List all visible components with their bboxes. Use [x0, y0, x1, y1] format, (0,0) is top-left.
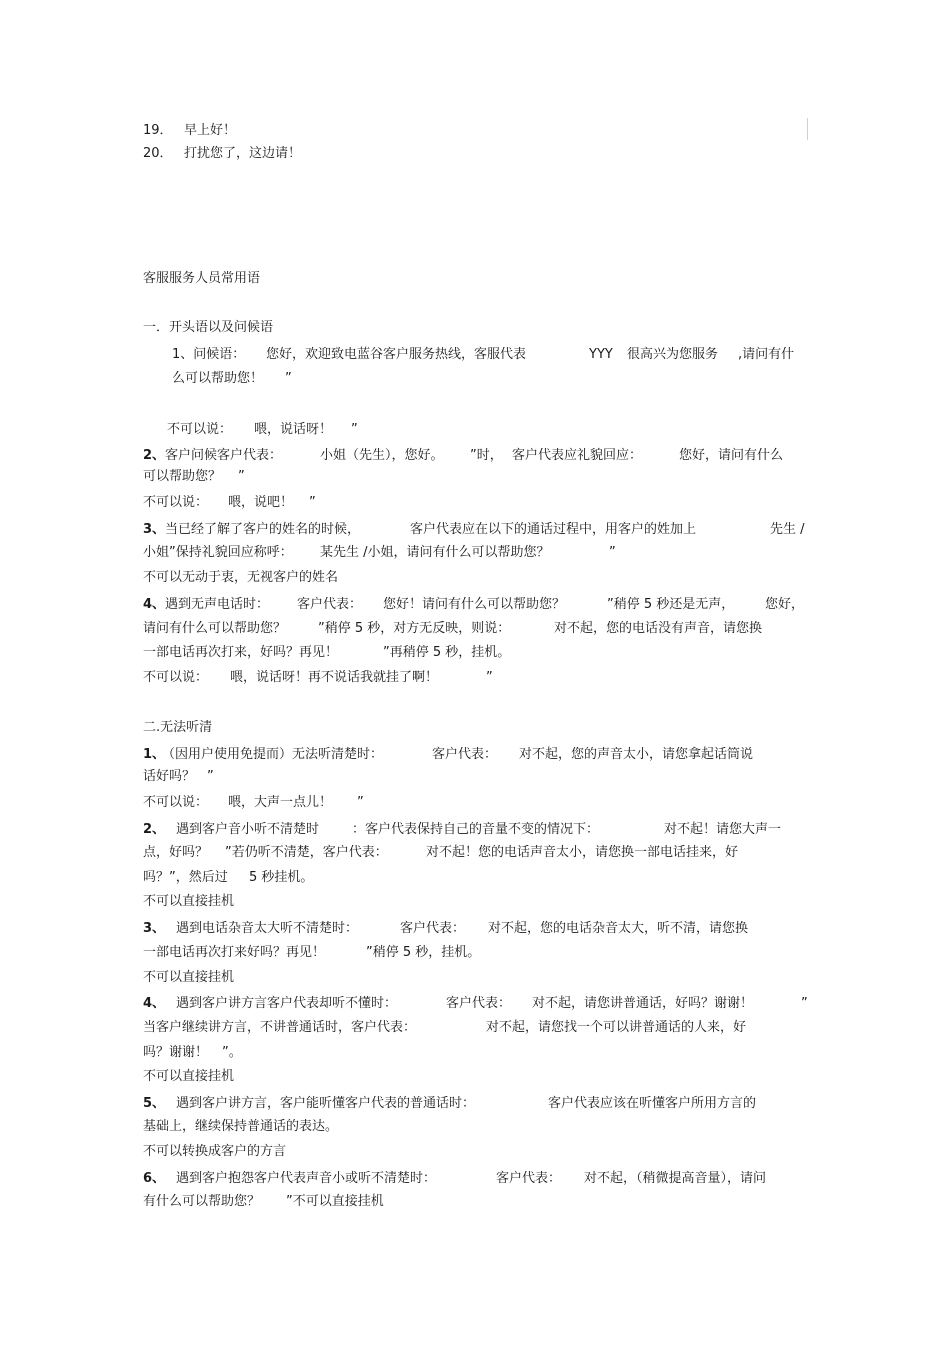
s2-item6-text: 遇到客户抱怨客户代表声音小或听不清楚时：: [176, 1171, 437, 1186]
s1-item2-number: 2、: [143, 448, 166, 463]
s1-item1-text: 您好，欢迎致电蓝谷客户服务热线，客服代表: [266, 347, 527, 362]
s2-item4-text: 遇到客户讲方言客户代表却听不懂时：: [176, 996, 398, 1011]
s1-item2-text3: ”时，: [470, 448, 503, 463]
s1-no1-quote: ”: [351, 422, 358, 437]
page-edge-rule: [807, 118, 808, 140]
s2-item2-text5: ”若仍听不清楚，客户代表：: [225, 845, 388, 860]
s2-item6-text5: ”不可以直接挂机: [286, 1194, 384, 1209]
s2-no4: 不可以直接挂机: [143, 1069, 235, 1084]
s1-item2-text: 客户问候客户代表：: [165, 448, 283, 463]
s1-item3-text: 当已经了解了客户的姓名的时候，: [165, 522, 361, 537]
s2-item5-text3: 基础上，继续保持普通话的表达。: [143, 1119, 339, 1134]
s2-item3-text3: 对不起，您的电话杂音太大，听不清，请您换: [488, 921, 749, 936]
s2-item3-text: 遇到电话杂音太大听不清楚时：: [176, 921, 359, 936]
s2-item3-text4: 一部电话再次打来好吗？再见！: [143, 945, 326, 960]
s1-no4-text: 喂，说话呀！再不说话我就挂了啊！: [230, 670, 439, 685]
s1-item4-text: 遇到无声电话时：: [165, 597, 270, 612]
s2-item6-text2: 客户代表：: [496, 1171, 562, 1186]
s1-item4-text10: ”再稍停 5 秒，挂机。: [383, 645, 511, 660]
s2-item1-text4: 话好吗？: [143, 769, 196, 784]
s2-item2-text6: 对不起！您的电话声音太小，请您换一部电话挂来，好: [426, 845, 739, 860]
s1-item1-text3: ,请问有什: [738, 347, 795, 362]
list-item-20: 打扰您了，这边请！: [184, 146, 302, 161]
s1-item4-number: 4、: [143, 597, 166, 612]
s2-item6-number: 6、: [143, 1171, 166, 1186]
s1-item2-text5: 您好，请问有什么: [679, 448, 784, 463]
list-number-19: 19．: [143, 123, 173, 138]
s2-item1-number: 1、: [143, 747, 166, 762]
section-1-title: 一．开头语以及问候语: [143, 320, 274, 335]
s1-item3-quote: ”: [609, 545, 616, 560]
s2-item4-text2: 客户代表：: [446, 996, 512, 1011]
s1-item4-text8: 对不起，您的电话没有声音，请您换: [554, 621, 763, 636]
s2-no5: 不可以转换成客户的方言: [143, 1144, 287, 1159]
document-heading: 客服服务人员常用语: [143, 271, 261, 286]
s1-no4-label: 不可以说：: [143, 670, 209, 685]
s2-item4-text6: 吗？谢谢！: [143, 1045, 209, 1060]
s2-no1-quote: ”: [357, 795, 364, 810]
s1-item4-text6: 请问有什么可以帮助您？: [143, 621, 287, 636]
list-number-20: 20．: [143, 146, 173, 161]
s1-item4-text5: 您好，: [765, 597, 805, 612]
s1-no2-label: 不可以说：: [143, 495, 209, 510]
s2-item5-text2: 客户代表应该在听懂客户所用方言的: [548, 1096, 757, 1111]
s2-item4-text4: 当客户继续讲方言，不讲普通话时，客户代表：: [143, 1020, 417, 1035]
section-2-title: 二.无法听清: [143, 720, 213, 735]
s2-no1-label: 不可以说：: [143, 795, 209, 810]
s1-item4-text7: ”稍停 5 秒，对方无反映，则说：: [318, 621, 511, 636]
s2-no1-text: 喂，大声一点儿！: [228, 795, 333, 810]
s2-item4-number: 4、: [143, 996, 166, 1011]
s1-item3-number: 3、: [143, 522, 166, 537]
s2-item4-text3: 对不起，请您讲普通话，好吗？谢谢！: [532, 996, 754, 1011]
s2-item2-text3: 对不起！请您大声一: [664, 822, 782, 837]
s2-item6-text4: 有什么可以帮助您？: [143, 1194, 261, 1209]
s2-no3: 不可以直接挂机: [143, 970, 235, 985]
s2-item5-number: 5、: [143, 1096, 166, 1111]
s1-item3-text2: 客户代表应在以下的通话过程中，用客户的姓加上: [410, 522, 697, 537]
s2-item6-text3: 对不起，（稍微提高音量），请问: [584, 1171, 767, 1186]
s1-item4-text9: 一部电话再次打来，好吗？再见！: [143, 645, 339, 660]
s1-item1-text2: 很高兴为您服务: [627, 347, 719, 362]
s1-item2-quote: ”: [238, 469, 245, 484]
s1-item1-text4: 么可以帮助您！: [172, 371, 264, 386]
s2-item2-text8: 5 秒挂机。: [249, 870, 314, 885]
s2-item4-text7: ”。: [222, 1045, 242, 1060]
list-item-19: 早上好！: [184, 123, 237, 138]
s1-item4-text2: 客户代表：: [297, 597, 363, 612]
s1-no1-text: 喂，说话呀！: [254, 422, 333, 437]
s2-item4-quote: ”: [801, 996, 808, 1011]
s2-item3-number: 3、: [143, 921, 166, 936]
s1-no2-text: 喂，说吧！: [228, 495, 294, 510]
s1-item3-text4: 小姐”保持礼貌回应称呼：: [143, 545, 293, 560]
s2-item1-text2: 客户代表：: [432, 747, 498, 762]
s2-item4-text5: 对不起，请您找一个可以讲普通话的人来，好: [486, 1020, 747, 1035]
s1-item2-text2: 小姐（先生），您好。: [320, 448, 444, 463]
s2-item2-number: 2、: [143, 822, 166, 837]
s1-item2-text6: 可以帮助您？: [143, 469, 222, 484]
s1-item1-label: 1、问候语：: [172, 347, 246, 362]
s2-item2-text4: 点，好吗？: [143, 845, 209, 860]
s2-item1-quote: ”: [207, 769, 214, 784]
s2-item3-text2: 客户代表：: [400, 921, 466, 936]
s1-item4-text4: ”稍停 5 秒还是无声，: [607, 597, 735, 612]
s1-item3-text3: 先生 /: [770, 522, 805, 537]
s2-item5-text: 遇到客户讲方言，客户能听懂客户代表的普通话时：: [176, 1096, 476, 1111]
s1-item3-text5: 某先生 /小姐，请问有什么可以帮助您？: [320, 545, 550, 560]
s1-item1-yyy: YYY: [589, 347, 613, 362]
s2-item2-text2: ：客户代表保持自己的音量不变的情况下：: [352, 822, 600, 837]
s1-item1-quote: ”: [285, 371, 292, 386]
s2-no2: 不可以直接挂机: [143, 894, 235, 909]
s1-no1-label: 不可以说：: [167, 422, 233, 437]
s2-item3-text5: ”稍停 5 秒，挂机。: [366, 945, 481, 960]
s2-item1-text3: 对不起，您的声音太小，请您拿起话筒说: [519, 747, 754, 762]
s1-no4-quote: ”: [486, 670, 493, 685]
s1-no2-quote: ”: [309, 495, 316, 510]
s1-no3: 不可以无动于衷，无视客户的姓名: [143, 570, 339, 585]
s2-item2-text: 遇到客户音小听不清楚时: [176, 822, 320, 837]
s2-item2-text7: 吗？”，然后过: [143, 870, 228, 885]
s1-item2-text4: 客户代表应礼貌回应：: [512, 448, 643, 463]
s2-item1-text: （因用户使用免提而）无法听清楚时：: [162, 747, 384, 762]
s1-item4-text3: 您好！请问有什么可以帮助您？: [383, 597, 566, 612]
